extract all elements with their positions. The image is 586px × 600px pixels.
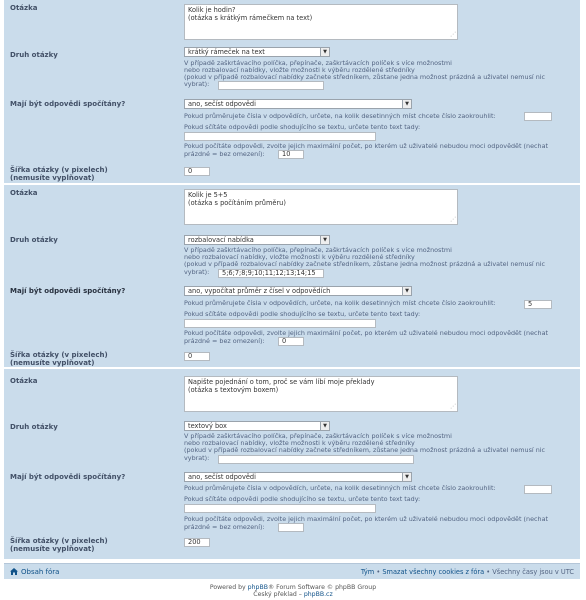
count-mode-select[interactable] [184, 472, 412, 482]
round-input[interactable] [524, 485, 552, 494]
width-note: (nemusíte vyplňovat) [10, 359, 95, 367]
width-label: Šířka otázky (v pixelech) [10, 166, 108, 174]
help-line: Pokud počítáte odpovědi, zvolte jejich maximální počet, po kterém už uživatelé nebudou moci odpovědět (nechat [184, 329, 548, 337]
help-line: V případě zaškrtávacího políčka, přepínače, zaškrtávacích políček s více možnostmi [184, 59, 452, 67]
chevron-down-icon: ▼ [402, 287, 411, 295]
help-line: vybrat): [184, 80, 210, 88]
question-block-3 [4, 369, 580, 559]
team-link[interactable]: Tým [360, 568, 375, 576]
question-type-label: Druh otázky [10, 236, 58, 244]
footer-links [361, 568, 574, 576]
chevron-down-icon: ▼ [402, 473, 411, 481]
match-text-input[interactable] [184, 132, 376, 141]
help-line: Pokud sčítáte odpovědi podle shodujícího se textu, určete tento text tady: [184, 123, 421, 131]
question-textarea[interactable]: Kolik je 5+5 (otázka s počítáním průměru) [184, 189, 458, 225]
separator-bullet: • [486, 568, 491, 576]
chevron-down-icon: ▼ [320, 48, 329, 56]
help-line: Pokud průměrujete čísla v odpovědích, určete, na kolik desetinných míst chcete číslo zaokrouhlit: [184, 299, 496, 307]
round-input[interactable]: 5 [524, 300, 552, 309]
chevron-down-icon: ▼ [402, 100, 411, 108]
help-line: (pokud v případě rozbalovací nabídky začnete středníkem, zůstane jedna možnost prázdná a uživatel nemusí nic [184, 260, 546, 268]
question-textarea[interactable]: Kolik je hodin? (otázka s krátkým rámečkem na text) [184, 4, 458, 40]
help-line: prázdné = bez omezení): [184, 337, 265, 345]
count-mode-value: ano, sečíst odpovědi [188, 100, 256, 108]
help-line: V případě zaškrtávacího políčka, přepínače, zaškrtávacích políček s více možnostmi [184, 432, 452, 440]
count-answers-label: Mají být odpovědi spočítány? [10, 287, 126, 295]
width-label: Šířka otázky (v pixelech) [10, 351, 108, 359]
resize-grip-icon[interactable]: ⋰ [450, 216, 456, 223]
width-note: (nemusíte vyplňovat) [10, 545, 95, 553]
count-answers-label: Mají být odpovědi spočítány? [10, 473, 126, 481]
options-input[interactable]: 5;6;7;8;9;10;11;12;13;14;15 [218, 269, 324, 278]
board-index-label: Obsah fóra [21, 568, 60, 576]
round-input[interactable] [524, 112, 552, 121]
question-type-select[interactable] [184, 47, 330, 57]
timezone-text: Všechny časy jsou v UTC [492, 568, 574, 576]
help-line: Pokud sčítáte odpovědi podle shodujícího se textu, určete tento text tady: [184, 310, 421, 318]
question-type-value: textový box [188, 422, 227, 430]
help-line: prázdné = bez omezení): [184, 523, 265, 531]
question-label: Otázka [10, 4, 38, 12]
width-note: (nemusíte vyplňovat) [10, 174, 95, 182]
help-line: Pokud sčítáte odpovědi podle shodujícího se textu, určete tento text tady: [184, 495, 421, 503]
delete-cookies-link[interactable]: Smazat všechny cookies z fóra [382, 568, 485, 576]
footer-navbar [4, 563, 580, 579]
help-line: (pokud v případě rozbalovací nabídky začnete středníkem, zůstane jedna možnost prázdná a uživatel nemusí nic [184, 446, 546, 454]
help-line: Pokud průměrujete čísla v odpovědích, určete, na kolik desetinných míst chcete číslo zaokrouhlit: [184, 484, 496, 492]
question-textarea[interactable]: Napište pojednání o tom, proč se vám líbí moje překlady (otázka s textovým boxem) [184, 376, 458, 412]
chevron-down-icon: ▼ [320, 236, 329, 244]
help-line: nebo rozbalovací nabídky, vložte možnosti k výběru rozdělené středníky [184, 439, 415, 447]
help-line: V případě zaškrtávacího políčka, přepínače, zaškrtávacích políček s více možnostmi [184, 246, 452, 254]
question-type-select[interactable] [184, 235, 330, 245]
count-mode-value: ano, vypočítat průměr z čísel v odpovědích [188, 287, 331, 295]
count-mode-select[interactable] [184, 99, 412, 109]
width-input[interactable]: 0 [184, 352, 210, 361]
options-input[interactable] [218, 455, 414, 464]
question-type-select[interactable] [184, 421, 330, 431]
width-input[interactable]: 200 [184, 538, 210, 547]
question-label: Otázka [10, 377, 38, 385]
chevron-down-icon: ▼ [320, 422, 329, 430]
count-answers-label: Mají být odpovědi spočítány? [10, 100, 126, 108]
help-line: (pokud v případě rozbalovací nabídky začnete středníkem, zůstane jedna možnost prázdná a uživatel nemusí nic [184, 73, 546, 81]
max-answers-input[interactable]: 0 [278, 337, 304, 346]
resize-grip-icon[interactable]: ⋰ [450, 403, 456, 410]
board-index-link[interactable] [10, 568, 59, 576]
count-mode-select[interactable] [184, 286, 412, 296]
match-text-input[interactable] [184, 504, 376, 513]
question-block-1 [4, 0, 580, 183]
question-type-value: rozbalovací nabídka [188, 236, 254, 244]
translation-label: Český překlad – [253, 591, 302, 598]
width-input[interactable]: 0 [184, 167, 210, 176]
separator-bullet: • [376, 568, 381, 576]
width-label: Šířka otázky (v pixelech) [10, 537, 108, 545]
question-type-label: Druh otázky [10, 423, 58, 431]
help-line: vybrat): [184, 268, 210, 276]
help-line: vybrat): [184, 454, 210, 462]
help-line: prázdné = bez omezení): [184, 150, 265, 158]
help-line: Pokud počítáte odpovědi, zvolte jejich maximální počet, po kterém už uživatelé nebudou moci odpovědět (nechat [184, 142, 548, 150]
question-block-2 [4, 185, 580, 367]
phpbb-cz-link[interactable]: phpBB.cz [303, 591, 333, 598]
options-input[interactable] [218, 81, 324, 90]
help-line: nebo rozbalovací nabídky, vložte možnosti k výběru rozdělené středníky [184, 253, 415, 261]
max-answers-input[interactable]: 10 [278, 150, 304, 159]
help-line: Pokud průměrujete čísla v odpovědích, určete, na kolik desetinných míst chcete číslo zaokrouhlit: [184, 112, 496, 120]
home-icon [10, 568, 18, 575]
help-line: nebo rozbalovací nabídky, vložte možnosti k výběru rozdělené středníky [184, 66, 415, 74]
question-label: Otázka [10, 189, 38, 197]
powered-suffix: ® Forum Software © phpBB Group [267, 584, 377, 591]
powered-prefix: Powered by [209, 584, 246, 591]
phpbb-link[interactable]: phpBB [247, 584, 268, 591]
max-answers-input[interactable] [278, 523, 304, 532]
count-mode-value: ano, sečíst odpovědi [188, 473, 256, 481]
resize-grip-icon[interactable]: ⋰ [450, 31, 456, 38]
match-text-input[interactable] [184, 319, 376, 328]
question-type-value: krátký rámeček na text [188, 48, 265, 56]
help-line: Pokud počítáte odpovědi, zvolte jejich maximální počet, po kterém už uživatelé nebudou moci odpovědět (nechat [184, 515, 548, 523]
translation-credit [0, 591, 586, 598]
powered-by [0, 584, 586, 591]
question-type-label: Druh otázky [10, 51, 58, 59]
